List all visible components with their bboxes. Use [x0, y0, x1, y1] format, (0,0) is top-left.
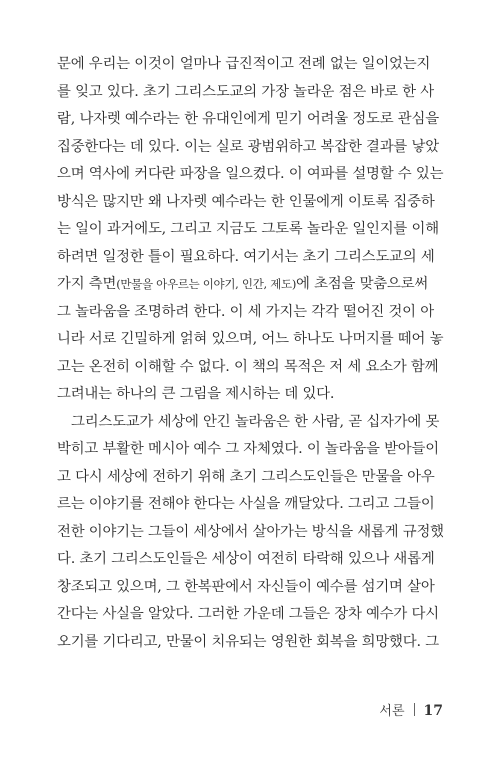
- text-line: 전한 이야기는 그들이 세상에서 살아가는 방식을 새롭게 규정했: [57, 523, 444, 540]
- text-line: 집중한다는 데 있다. 이는 실로 광범위하고 복잡한 결과를 낳았: [57, 138, 439, 155]
- text-line: 문에 우리는 이것이 얼마나 급진적이고 전례 없는 일이었는지: [57, 56, 431, 72]
- text-line: 그리스도교가 세상에 안긴 놀라움은 한 사람, 곧 십자가에 못: [71, 413, 440, 430]
- text-line: 다. 초기 그리스도인들은 세상이 여전히 타락해 있으나 새롭게: [57, 551, 435, 567]
- text-line: 는 일이 과거에도, 그리고 지금도 그토록 놀라운 일인지를 이해: [57, 221, 439, 237]
- text-line: 람, 나자렛 예수라는 한 유대인에게 믿기 어려울 정도로 관심을: [57, 111, 439, 127]
- text-line: 니라 서로 긴밀하게 얽혀 있으며, 어느 하나도 나머지를 떼어 놓: [57, 331, 444, 347]
- page-footer: [379, 701, 443, 722]
- text-line: 를 잊고 있다. 초기 그리스도교의 가장 놀라운 점은 바로 한 사: [57, 83, 434, 100]
- section-label: 서론: [379, 704, 405, 719]
- text-line: 고는 온전히 이해할 수 없다. 이 책의 목적은 저 세 요소가 함께: [57, 358, 439, 375]
- footer-divider: [414, 703, 415, 716]
- text-line: 창조되고 있으며, 그 한복판에서 자신들이 예수를 섬기며 살아: [57, 578, 435, 595]
- text-line: 박히고 부활한 메시아 예수 그 자체였다. 이 놀라움을 받아들이: [57, 441, 439, 457]
- text-span: 가지 측면: [57, 276, 117, 292]
- body-text: [57, 51, 443, 656]
- text-line: 하려면 일정한 틀이 필요하다. 여기서는 초기 그리스도교의 세: [57, 248, 435, 265]
- text-span: 에 초점을 맞춤으로써: [296, 276, 429, 292]
- text-line: 고 다시 세상에 전하기 위해 초기 그리스도인들은 만물을 아우: [57, 468, 435, 485]
- text-line: [57, 271, 443, 299]
- text-line: 그 놀라움을 조명하려 한다. 이 세 가지는 각각 떨어진 것이 아: [57, 303, 434, 320]
- text-line: 방식은 많지만 왜 나자렛 예수라는 한 인물에게 이토록 집중하: [57, 193, 435, 210]
- page-number: 17: [423, 703, 443, 719]
- text-line: 간다는 사실을 알았다. 그러한 가운데 그들은 장차 예수가 다시: [57, 606, 439, 622]
- parenthetical-note: (만물을 아우르는 이야기, 인간, 제도): [116, 277, 297, 291]
- text-line: 으며 역사에 커다란 파장을 일으켰다. 이 여파를 설명할 수 있는: [57, 166, 444, 182]
- text-line: 르는 이야기를 전해야 한다는 사실을 깨달았다. 그리고 그들이: [57, 496, 435, 512]
- text-line: 오기를 기다리고, 만물이 치유되는 영원한 회복을 희망했다. 그: [57, 633, 439, 650]
- text-line: 그려내는 하나의 큰 그림을 제시하는 데 있다.: [57, 386, 335, 402]
